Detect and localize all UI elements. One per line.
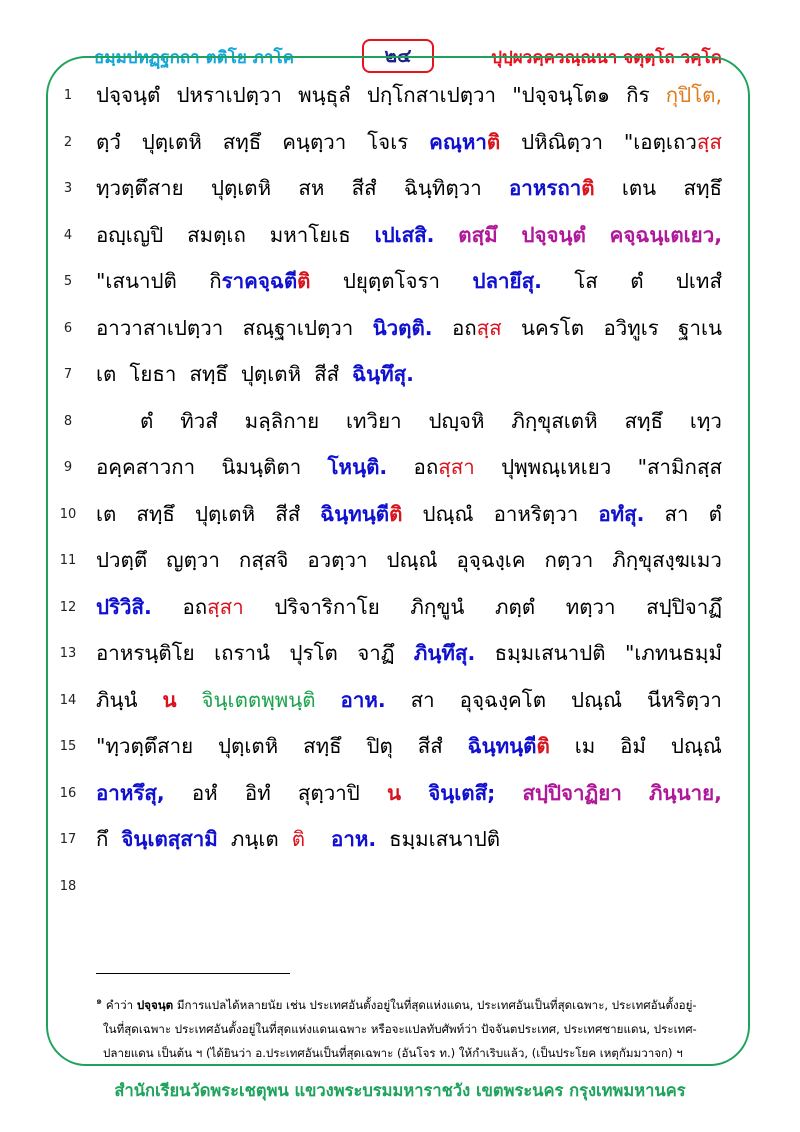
line-number: 5 (63, 274, 73, 289)
word: ปณฺณํ (670, 734, 722, 758)
word: เปเสสิ. (374, 222, 435, 247)
word: เทวิยา (346, 408, 402, 433)
line-number: 10 (59, 506, 77, 522)
word: โยธา (129, 362, 177, 386)
word: ฉินฺทนฺตีติ (320, 501, 403, 526)
text-line (48, 350, 748, 397)
word: ปุตฺเตหิ (141, 129, 202, 154)
footnote (96, 990, 716, 1065)
word: จาฏึ (357, 641, 395, 665)
word: ปุตฺเตหิ (194, 501, 256, 526)
word: ปิตุ (366, 734, 393, 758)
word: ปจฺจนฺตํ (521, 222, 586, 247)
word: ภตฺตํ (494, 594, 536, 619)
word: โจเร (367, 129, 409, 154)
word: ตํ (140, 408, 154, 433)
text-line (48, 815, 748, 862)
word: สีสํ (351, 176, 377, 200)
footnote-term: ปจฺจนฺต (136, 997, 174, 1012)
word: กึ (96, 827, 109, 851)
word: ภิกฺขุสเตหิ (511, 408, 598, 433)
word: ปวตฺตึ (96, 548, 148, 572)
word: ฉินฺทนฺตีติ (467, 734, 550, 758)
line-number: 18 (59, 878, 77, 894)
word: ฉินฺทึสุ. (352, 362, 414, 386)
word: ปณฺณํ (571, 687, 623, 712)
word: ภิกฺขูนํ (410, 594, 465, 619)
word: กตฺวา (544, 548, 594, 572)
word: พนฺธุลํ (298, 83, 351, 107)
text-line (48, 490, 748, 537)
word: อวิทูเร (603, 315, 659, 340)
word: มลฺลิกาย (244, 408, 320, 433)
word: เต (96, 501, 117, 526)
word: "ปจฺจนฺโต๑ (512, 83, 611, 107)
word: เม (574, 734, 596, 758)
line-number: 4 (63, 227, 73, 243)
line-number: 12 (59, 599, 77, 615)
word: ปุตฺเตหิ (240, 362, 302, 386)
word: ภินฺนาย, (649, 780, 722, 805)
text-line (48, 722, 748, 769)
word: ธมฺมเสนาปติ (389, 827, 501, 851)
word: ทิวสํ (180, 408, 218, 433)
page-footer: สำนักเรียนวัดพระเชตุพน แขวงพระบรมมหาราชวัง เขตพระนคร กรุงเทพมหานคร (114, 1081, 686, 1100)
line-number: 17 (59, 832, 77, 847)
word: สุตฺวาปิ (297, 780, 360, 805)
line-number: 7 (63, 367, 73, 382)
line-number: 16 (59, 785, 77, 801)
footnote-marker: ๑ (96, 996, 103, 1007)
line-number: 14 (59, 692, 77, 708)
word: สทฺธึ (303, 734, 342, 758)
word: สา (664, 501, 689, 526)
word: เตน (621, 176, 657, 200)
word: ญตฺวา (166, 548, 220, 572)
word: ปญฺจหิ (428, 408, 485, 433)
word: ฉินฺทิตฺวา (403, 176, 482, 200)
word: คณฺหาติ (429, 129, 501, 154)
word: เทฺว (689, 408, 722, 433)
word: น (387, 780, 402, 805)
running-header-right: ปุปฺผวคฺควณฺณนา จตุตฺโถ วคฺโค (491, 48, 722, 68)
word: ภินฺทึสุ. (413, 641, 476, 665)
word: ภิกฺขุสงฺฆเมว (612, 548, 722, 572)
word: ปริวิสิ. (96, 594, 152, 619)
word: กิร (626, 83, 650, 107)
word: ปุตฺเตหิ (218, 734, 279, 758)
word: กสฺสจิ (238, 548, 289, 572)
word: จินฺเตสฺสามิ (121, 827, 218, 851)
word: ภินฺนํ (96, 687, 138, 712)
line-number: 1 (63, 88, 73, 103)
word: ปเทสํ (675, 269, 722, 293)
word: อาวาสาเปตฺวา (96, 315, 224, 340)
word: จินฺเตสึ; (428, 780, 496, 805)
word: สมตฺเถ (187, 222, 246, 247)
word: สปฺปิจาฏิยา (522, 780, 622, 805)
word: อุจฺฉงฺคโต (459, 687, 547, 712)
word: อคฺคสาวกา (96, 455, 196, 479)
word: ทตฺวา (565, 594, 616, 619)
footnote-line: $^๑$ คำว่า ปจฺจนฺต มีการแปลได้หลายนัย เช่น ประเทศอันตั้งอยู่ในที่สุดแห่งแดน, ประเทศอันเป็นที่สุดเฉพาะ, ประเทศอันตั้งอยู่- (96, 996, 697, 1012)
word: อาหริตฺวา (493, 501, 579, 526)
text-line (48, 118, 748, 165)
word: ตสฺมึ (458, 222, 498, 247)
word: โหนฺติ. (327, 455, 388, 479)
word: อถสฺสา (182, 594, 244, 619)
word: สีสํ (314, 362, 340, 386)
word: อทํสุ. (598, 501, 645, 526)
text-line (48, 71, 748, 118)
word: "เภทนธมฺมํ (624, 641, 722, 665)
word: อาหรนฺติโย (96, 641, 195, 665)
word: ฐาเน (678, 315, 722, 340)
word: อญฺเญปิ (96, 222, 164, 247)
running-header-left: ธมฺมปทฏฺฐกถา ตติโย ภาโค (94, 48, 294, 68)
word: ภนฺเต ติ (230, 827, 306, 851)
line-number: 13 (59, 646, 77, 661)
word: กิราคจฺฉตีติ (209, 269, 311, 293)
word: นิมนฺติตา (221, 455, 302, 479)
word: อวตฺวา (307, 548, 368, 572)
word: นิวตฺติ. (372, 315, 433, 340)
text-line (48, 164, 748, 211)
page-number-box: ๒๔ (362, 39, 434, 73)
text-line (48, 676, 748, 723)
word: อถสฺสา (413, 455, 475, 479)
line-number: 2 (63, 134, 73, 150)
word: ตฺวํ (96, 129, 121, 154)
word: ปณฺณํ (422, 501, 474, 526)
word: ปุรโต (289, 641, 338, 665)
text-line (48, 211, 748, 258)
word: สีสํ (417, 734, 443, 758)
word: ตํ (630, 269, 644, 293)
word: คนฺตฺวา (282, 129, 347, 154)
word: ปหราเปตฺวา (176, 83, 282, 107)
word: กุปิโต, (665, 83, 722, 107)
word: สห (298, 176, 325, 200)
word: ธมฺมเสนาปติ (494, 641, 606, 665)
text-line (48, 862, 748, 909)
word: สปฺปิจาฏึ (646, 594, 722, 619)
word: อาหรถาติ (509, 176, 595, 200)
word: สทฺธึ (189, 362, 228, 386)
word: อิทํ (244, 780, 271, 805)
word: เต (96, 362, 117, 386)
word: ปยุตฺตโจรา (342, 269, 441, 293)
word: อาหรึสุ, (96, 780, 165, 805)
word: ปลายึสุ. (472, 269, 542, 293)
word: อุจฺฉงฺเค (456, 548, 526, 572)
footnote-line: ปลายแดน เป็นต้น ฯ (ได้ยินว่า อ.ประเทศอันเป็นที่สุดเฉพาะ (อันโจร ท.) ให้กำเริบแล้ว, (เป็นประโยค เหตุกัมมวาจก) ฯ (103, 1045, 683, 1060)
word: สทฺธึ (683, 176, 722, 200)
text-line (48, 536, 748, 583)
line-number: 11 (59, 553, 77, 568)
word: เถรานํ (214, 641, 271, 665)
line-number: 15 (59, 739, 77, 754)
word: คจฺฉนฺเตเยว, (609, 222, 722, 247)
line-number: 9 (63, 460, 73, 475)
word: ปจฺจนฺตํ (96, 83, 161, 107)
word: ตํ (708, 501, 722, 526)
footnote-line: ในที่สุดเฉพาะ ประเทศอันตั้งอยู่ในที่สุดแห่งแดนเฉพาะ หรือจะแปลทับศัพท์ว่า ปัจจันตประเทศ, ประเทศชายแดน, ประเทศ- (103, 1021, 697, 1036)
text-line (48, 769, 748, 816)
word: อาห. (340, 687, 386, 712)
text-line (48, 397, 748, 444)
body-text (48, 71, 748, 908)
word: ทฺวตฺตึสาย (96, 176, 184, 200)
text-line (48, 304, 748, 351)
word: "ทฺวตฺตึสาย (96, 734, 194, 758)
word: อิมํ (620, 734, 646, 758)
word: อถสฺส (451, 315, 502, 340)
word: น (162, 687, 177, 712)
footnote-rule (96, 973, 290, 974)
word: อาห. (331, 827, 377, 851)
word: นครโต (521, 315, 585, 340)
text-line (48, 583, 748, 630)
word: ปริจาริกาโย (274, 594, 380, 619)
word: สา (410, 687, 435, 712)
word: สทฺธึ (222, 129, 262, 154)
word: ปณฺณํ (386, 548, 438, 572)
word: ปกฺโกสาเปตฺวา (366, 83, 497, 107)
line-number: 3 (63, 181, 73, 196)
word: นีหริตฺวา (647, 687, 722, 712)
word: "เอตฺเถวสฺส (623, 129, 722, 154)
word: "เสนาปติ (96, 269, 177, 293)
word: "สามิกสฺส (637, 455, 722, 479)
word: สทฺธึ (624, 408, 664, 433)
word: ปุพฺพณฺเหเยว (501, 455, 612, 479)
word: จินฺเตตพฺพนฺติ (201, 687, 316, 712)
text-line (48, 257, 748, 304)
text-line (48, 629, 748, 676)
word: ปหิณิตฺวา (521, 129, 603, 154)
word: มหาโยเธ (269, 222, 351, 247)
line-number: 6 (63, 320, 73, 336)
line-number: 8 (63, 413, 73, 429)
word: สณฺฐาเปตฺวา (242, 315, 354, 340)
word: สีสํ (275, 501, 301, 526)
word: สทฺธึ (136, 501, 175, 526)
text-line (48, 443, 748, 490)
word: โส (574, 269, 598, 293)
word: ปุตฺเตหิ (210, 176, 272, 200)
word: อหํ (191, 780, 218, 805)
